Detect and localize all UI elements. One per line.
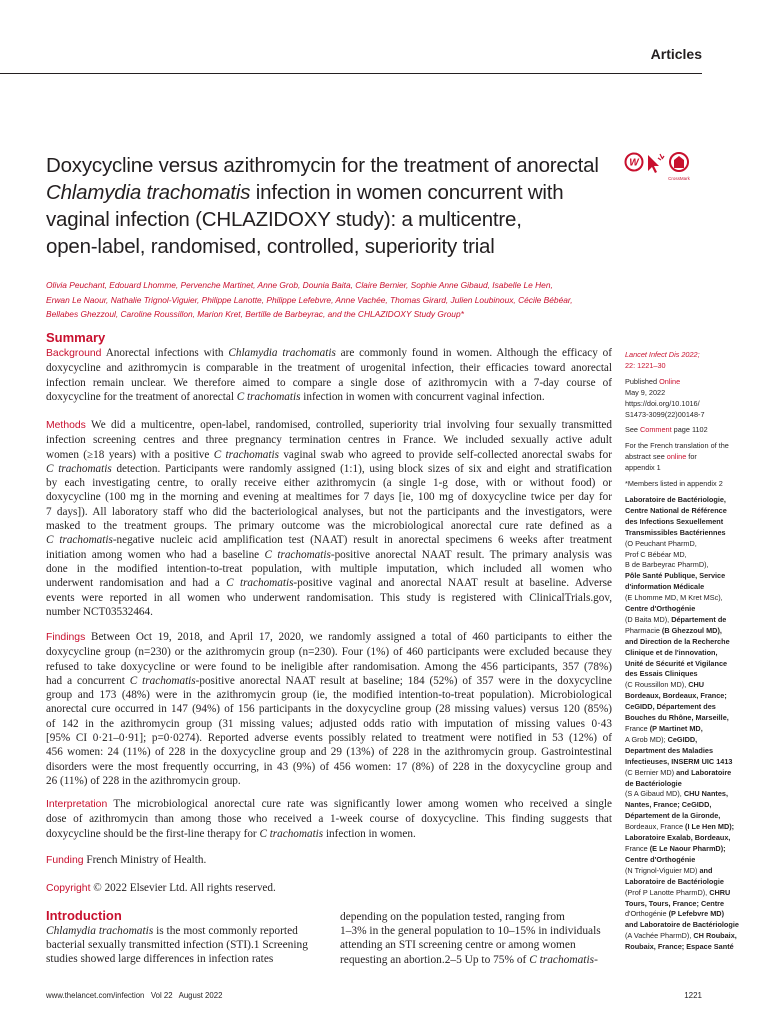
article-title	[46, 152, 611, 260]
affiliation-line: (Prof P Lanotte PharmD), CHRU	[625, 887, 731, 897]
affiliation-line: (A Vachée PharmD), CH Roubaix,	[625, 931, 737, 941]
footer-journal-url[interactable]: www.thelancet.com/infection Vol 22 August 2022	[46, 991, 223, 1000]
affiliation-line: d'Orthogénie (P Lefebvre MD)	[625, 909, 725, 919]
affiliation-line: Laboratoire Exalab, Bordeaux,	[625, 833, 731, 843]
affiliation-line: and Laboratoire de Bactériologie	[625, 920, 739, 930]
author-line[interactable]: Bellabes Ghezzoul, Caroline Roussillon, Marion Kret, Bertille de Barbeyrac, and the CHLAZIDOXY Study Group*	[46, 309, 464, 319]
affiliation-line: des Infections Sexuellement	[625, 516, 724, 526]
background-label: Background	[46, 348, 102, 359]
affiliation-line: Transmissibles Bactériennes	[625, 527, 726, 537]
citation-pages: 22: 1221–30	[625, 360, 666, 370]
title-line-2: Chlamydia trachomatis infection in women concurrent with	[46, 181, 564, 204]
affiliation-line: France (E Le Naour PharmD);	[625, 843, 726, 853]
affiliation-line: Department des Maladies	[625, 745, 713, 755]
affiliation-line: (C Roussillon MD), CHU	[625, 680, 705, 690]
affiliation-line: CeGIDD, Département des	[625, 702, 716, 712]
title-line-4: open-label, randomised, controlled, superiority trial	[46, 235, 495, 258]
affiliation-line: Bordeaux, France (I Le Hen MD);	[625, 822, 735, 832]
title-line-3: vaginal infection (CHLAZIDOXY study): a multicentre,	[46, 208, 522, 231]
affiliation-line: B de Barbeyrac PharmD),	[625, 560, 709, 570]
affiliation-line: and Direction de la Recherche	[625, 636, 730, 646]
online-link[interactable]: Online	[659, 376, 681, 386]
introduction-heading: Introduction	[46, 908, 122, 923]
affiliation-line: Prof C Bébéar MD,	[625, 549, 687, 559]
affiliation-line: Centre d'Orthogénie	[625, 604, 696, 614]
author-line[interactable]: Erwan Le Naour, Nathalie Trignol-Viguier, Philippe Lanotte, Philippe Lefebvre, Anne Vachée, Thomas Girard, Julien Loubinoux, Cécile Bébéar,	[46, 294, 573, 305]
citation-journal: Lancet Infect Dis 2022;	[625, 350, 700, 359]
affiliation-line: Infectieuses, INSERM UIC 1413	[625, 756, 733, 766]
introduction-column-2: depending on the population tested, ranging from 1–3% in the general population to 10–15% in individuals attending an STI screening centre or among women requesting an abortion.2–5 Up to 75% of C trachomatis-	[340, 911, 601, 966]
header-rule	[0, 73, 702, 74]
affiliations-list	[625, 495, 740, 953]
affiliation-line: Laboratoire de Bactériologie	[625, 876, 724, 886]
affiliation-line: Roubaix, France; Espace Santé	[625, 942, 734, 952]
doi-link-cont[interactable]: S1473-3099(22)00148-7	[625, 409, 705, 419]
affiliation-line: Centre National de Référence	[625, 505, 727, 515]
affiliation-line: Clinique et de l'innovation,	[625, 647, 718, 657]
interpretation-label: Interpretation	[46, 799, 108, 810]
findings-label: Findings	[46, 632, 86, 643]
affiliation-line: Laboratoire de Bactériologie,	[625, 494, 726, 504]
interpretation-paragraph: Interpretation The microbiological anorectal cure rate was significantly lower among women who received a single dose of azithromycin than among those who received a 1-week course of doxycycline. This finding suggests that doxycycline should be the first-line therapy for C trachomatis infection in women.	[46, 798, 612, 840]
affiliation-line: Unité de Sécurité et Vigilance	[625, 658, 728, 668]
affiliation-line: (E Lhomme MD, M Kret MSc),	[625, 593, 723, 603]
affiliation-line: Bordeaux, Bordeaux, France;	[625, 691, 727, 701]
affiliation-line: Centre d'Orthogénie	[625, 854, 696, 864]
summary-heading: Summary	[46, 330, 106, 345]
affiliation-line: Pôle Santé Publique, Service	[625, 571, 726, 581]
page-number: 1221	[684, 991, 702, 1000]
section-label: Articles	[650, 46, 702, 62]
published-date: May 9, 2022	[625, 387, 666, 397]
affiliation-line: (N Trignol-Viguier MD) and	[625, 865, 713, 875]
members-note: *Members listed in appendix 2	[625, 479, 723, 489]
methods-label: Methods	[46, 420, 86, 431]
affiliation-line: d'information Médicale	[625, 582, 705, 592]
affiliation-line: (D Baita MD), Département de	[625, 614, 727, 624]
affiliation-line: Bouches du Rhône, Marseille,	[625, 713, 729, 723]
title-italic-organism: Chlamydia trachomatis	[46, 181, 251, 204]
author-line[interactable]: Olivia Peuchant, Edouard Lhomme, Pervenche Martinet, Anne Grob, Dounia Baita, Claire Bernier, Sophie Anne Gibaud, Isabelle Le Hen,	[46, 280, 553, 290]
doi-link[interactable]: https://doi.org/10.1016/	[625, 398, 700, 408]
findings-paragraph: Findings Between Oct 19, 2018, and April 17, 2020, we randomly assigned a total of 460 participants to either the doxycycline group (n=230) or the azithromycin group (n=230). Four (1%) of 460 participants were excluded because they refused to take doxycycline or were found to be ineligible after randomisation. Among the 456 participants, 357 (78%) had a concurrent C trachomatis-positive anorectal NAAT result at baseline; 184 (52%) of 357 were in the doxycycline group and 173 (48%) were in the azithromycin group (ie, the modified intention-to-treat population). Microbiological anorectal cure occurred in 147 (94%) of 156 participants in the doxycycline group (28 missing values) versus 120 (85%) of 142 in the azithromycin group (31 missing values; adjusted odds ratio with imputation of missing values 0·43 [95% CI 0·21–0·91]; p=0·0274). Reported adverse events possibly related to treatment were notified in 53 (12%) of 456 women: 24 (11%) of 228 in the doxycycline group and 29 (13%) of 228 in the azithromycin group. Gastrointestinal disorders were the most frequently occurring, in 43 (9%) of 456 women: 17 (8%) of 228 in the doxycycline group and 26 (11%) of 228 in the azithromycin group.	[46, 631, 612, 787]
affiliation-line: de Bactériologie	[625, 778, 682, 788]
methods-paragraph: Methods We did a multicentre, open-label, randomised, controlled, superiority trial involving four sexually transmitted infection screening centres and three pregnancy termination centres in France. We included sexually active adult women (≥18 years) with a positive C trachomatis vaginal swab who agreed to provide self-collected anorectal swabs for C trachomatis detection. Participants were randomly assigned (1:1), using block sizes of six and eight and stratification by each investigating centre, to orally receive either azithromycin (a single 1-g dose, with or without food) or doxycycline (100 mg in the morning and evening at mealtimes for 7 days [ie, 100 mg of doxycycline twice per day for 7 days]). All laboratory staff who did the bacteriological analyses, but not the participants and the investigators, were masked to the treatment groups. The primary outcome was the microbiological anorectal cure rate defined as a C trachomatis-negative nucleic acid amplification test (NAAT) result in anorectal specimens 6 weeks after treatment initiation among women who had a baseline C trachomatis-positive anorectal NAAT result. The primary analysis was done in the modified intention-to-treat population, with multiple imputation, which included all women who underwent randomisation and had a C trachomatis-positive vaginal and anorectal NAAT result at baseline. Adverse events were reported in all women who underwent randomisation. This study is registered with ClinicalTrials.gov, number NCT03532464.	[46, 419, 613, 618]
funding-paragraph: Funding French Ministry of Health.	[46, 854, 207, 866]
affiliation-line: (O Peuchant PharmD,	[625, 538, 697, 548]
copyright-label: Copyright	[46, 883, 91, 894]
affiliation-line: Tours, Tours, France; Centre	[625, 898, 725, 908]
affiliation-line: Pharmacie (B Ghezzoul MD),	[625, 625, 722, 635]
online-translation-link[interactable]: online	[666, 452, 687, 462]
svg-text:CrossMark: CrossMark	[668, 176, 690, 181]
article-sidebar: Lancet Infect Dis 2022; 22: 1221–30 Published Online May 9, 2022 https://doi.org/10.1016/ S1473-3099(22)00148-7 See Comment page 1102 For the French translation of the abstract see online for appendix 1 *Members listed in appendix 2 Laboratoire de Bactériologie, Centre National de Référence des Infections Sexuellement Transmissibles Bactériennes (O Peuchant PharmD, Prof C Bébéar MD, B de Barbeyrac PharmD), Pôle Santé Publique, Service d'information Médicale (E Lhomme MD, M Kret MSc), Centre d'Orthogénie (D Baita MD), Département de Pharmacie (B Ghezzoul MD), and Direction de la Recherche Clinique et de l'innovation, Unité de Sécurité et Vigilance des Essais Cliniques (C Roussillon MD), CHU Bordeaux, Bordeaux, France; CeGIDD, Département des Bouches du Rhône, Marseille, France (P Martinet MD, A Grob MD); CeGIDD, Department des Maladies Infectieuses, INSERM UIC 1413 (C Bernier MD) and Laboratoire de Bactériologie (S A Gibaud MD), CHU Nantes, Nantes, France; CeGIDD, Département de la Gironde, Bordeaux, France (I Le Hen MD); Laboratoire Exalab, Bordeaux, France (E Le Naour PharmD); Centre d'Orthogénie (N Trignol-Viguier MD) and Laboratoire de Bactériologie (Prof P Lanotte PharmD), CHRU Tours, Tours, France; Centre d'Orthogénie (P Lefebvre MD) and Laboratoire de Bactériologie (A Vachée PharmD), CH Roubaix, Roubaix, France; Espace Santé	[625, 350, 739, 952]
svg-text:W: W	[629, 157, 639, 169]
affiliation-line: France (P Martinet MD,	[625, 724, 703, 733]
affiliation-line: des Essais Cliniques	[625, 669, 698, 679]
title-line-1: Doxycycline versus azithromycin for the treatment of anorectal	[46, 154, 599, 177]
affiliation-line: A Grob MD); CeGIDD,	[625, 734, 698, 744]
funding-label: Funding	[46, 855, 84, 866]
crossmark-icon[interactable]	[624, 152, 696, 184]
author-list	[46, 278, 611, 322]
affiliation-line: Nantes, France; CeGIDD,	[625, 800, 712, 810]
comment-link[interactable]: Comment	[640, 425, 672, 435]
affiliation-line: (C Bernier MD) and Laboratoire	[625, 767, 732, 777]
introduction-column-1: Chlamydia trachomatis is the most commonly reported bacterial sexually transmitted infection (STI).1 Screening studies showed large differences in infection rates	[46, 925, 308, 966]
background-paragraph: Background Anorectal infections with Chlamydia trachomatis are commonly found in women. Although the efficacy of doxycycline and azithromycin is comparable in the treatment of urogenital infection, their efficacies toward anorectal infection remain unclear. We therefore aimed to compare a single dose of azithromycin with a 7-day course of doxycycline for the treatment of anorectal C trachomatis infection in women with concurrent vaginal infection.	[46, 347, 612, 403]
affiliation-line: Département de la Gironde,	[625, 811, 721, 821]
copyright-paragraph: Copyright © 2022 Elsevier Ltd. All rights reserved.	[46, 882, 276, 894]
affiliation-line: (S A Gibaud MD), CHU Nantes,	[625, 789, 729, 799]
